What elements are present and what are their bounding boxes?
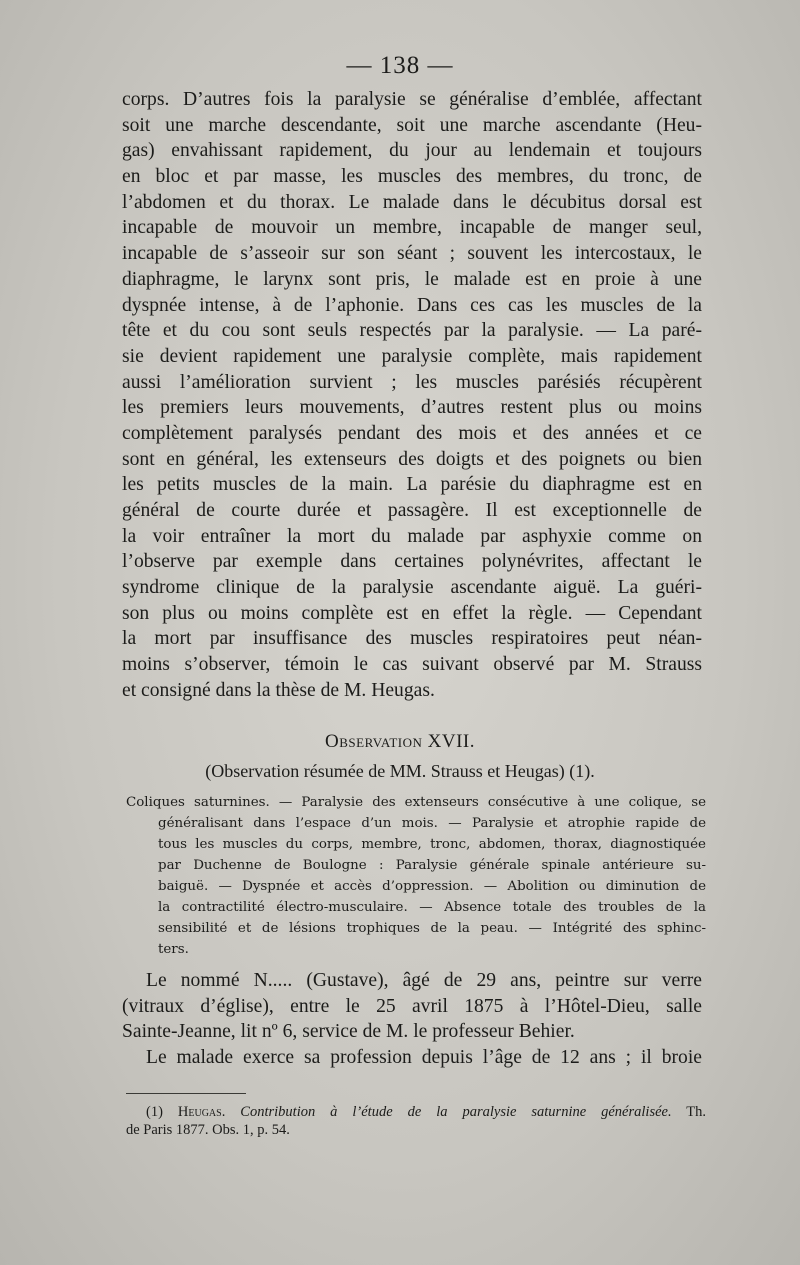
text-line: diaphragme, le larynx sont pris, le malade est en proie à une: [122, 268, 702, 290]
text-line: son plus ou moins complète est en effet la règle. — Cependant: [122, 602, 702, 624]
text-line: et consigné dans la thèse de M. Heugas.: [122, 679, 435, 701]
summary-line: Coliques saturnines. — Paralysie des extenseurs consécutive à une colique, se: [126, 795, 706, 810]
observation-heading: Observation XVII.: [325, 731, 475, 752]
text-line: sie devient rapidement une paralysie complète, mais rapidement: [122, 345, 702, 367]
footnote-marker: (1): [146, 1104, 163, 1120]
footnote-line-2: de Paris 1877. Obs. 1, p. 54.: [126, 1122, 290, 1138]
observation-summary: [126, 792, 706, 960]
text-line: tête et du cou sont seuls respectés par la paralysie. — La paré-: [122, 320, 702, 342]
text-line: complètement paralysés pendant des mois et des années et ce: [122, 422, 702, 444]
footnote-suffix: Th.: [686, 1104, 706, 1120]
text-line: Le malade exerce sa profession depuis l’âge de 12 ans ; il broie: [146, 1047, 702, 1069]
text-line: en bloc et par masse, les muscles des membres, du tronc, de: [122, 166, 702, 188]
paragraph-1: [122, 87, 702, 704]
summary-line: généralisant dans l’espace d’un mois. — Paralysie et atrophie rapide de: [158, 816, 706, 831]
text-line: général de courte durée et passagère. Il est exceptionnelle de: [122, 500, 702, 521]
text-line: l’abdomen et du thorax. Le malade dans le décubitus dorsal est: [122, 191, 702, 213]
text-line: la voir entraîner la mort du malade par asphyxie comme on: [122, 525, 702, 547]
text-line: corps. D’autres fois la paralysie se généralise d’emblée, affectant: [122, 89, 702, 110]
summary-line: baiguë. — Dyspnée et accès d’oppression. — Abolition ou diminution de: [158, 879, 706, 894]
text-line: incapable de mouvoir un membre, incapable de manger seul,: [122, 217, 702, 239]
text-line: les petits muscles de la main. La parésie du diaphragme est en: [122, 474, 702, 496]
footnote-line: [126, 1103, 706, 1121]
text-line: la mort par insuffisance des muscles respiratoires peut néan-: [122, 628, 702, 650]
summary-line: ters.: [158, 942, 189, 957]
footnote: [126, 1103, 706, 1139]
text-line: incapable de s’asseoir sur son séant ; souvent les intercostaux, le: [122, 243, 702, 265]
text-line: gas) envahissant rapidement, du jour au lendemain et toujours: [122, 140, 702, 162]
text-line: Le nommé N..... (Gustave), âgé de 29 ans, peintre sur verre: [146, 970, 702, 991]
text-line: (vitraux d’église), entre le 25 avril 1875 à l’Hôtel-Dieu, salle: [122, 995, 702, 1017]
page-number: — 138 —: [346, 52, 454, 79]
summary-line: la contractilité électro-musculaire. — Absence totale des troubles de la: [158, 900, 706, 915]
text-line: soit une marche descendante, soit une marche ascendante (Heu-: [122, 114, 702, 136]
footnote-author: Heugas.: [177, 1104, 226, 1120]
text-line: Sainte-Jeanne, lit nº 6, service de M. le professeur Behier.: [122, 1021, 575, 1043]
summary-line: par Duchenne de Boulogne : Paralysie générale spinale antérieure su-: [158, 858, 706, 873]
text-line: dyspnée intense, à de l’aphonie. Dans ces cas les muscles de la: [122, 294, 702, 316]
observation-subtitle: (Observation résumée de MM. Strauss et Heugas) (1).: [205, 761, 595, 781]
text-line: moins s’observer, témoin le cas suivant observé par M. Strauss: [122, 654, 702, 676]
summary-line: sensibilité et de lésions trophiques de la peau. — Intégrité des sphinc-: [158, 921, 706, 936]
paragraph-2: [122, 968, 702, 1071]
text-line: aussi l’amélioration survient ; les muscles parésiés récupèrent: [122, 371, 702, 393]
summary-line: tous les muscles du corps, membre, tronc, abdomen, thorax, diagnostiquée: [158, 837, 706, 852]
footnote-title: Contribution à l’étude de la paralysie saturnine généralisée.: [240, 1104, 672, 1120]
text-line: syndrome clinique de la paralysie ascendante aiguë. La guéri-: [122, 577, 702, 599]
text-line: l’observe par exemple dans certaines polynévrites, affectant le: [122, 551, 702, 573]
text-line: les premiers leurs mouvements, d’autres restent plus ou moins: [122, 397, 702, 419]
footnote-divider: [126, 1093, 246, 1094]
text-line: sont en général, les extenseurs des doigts et des poignets ou bien: [122, 448, 702, 470]
